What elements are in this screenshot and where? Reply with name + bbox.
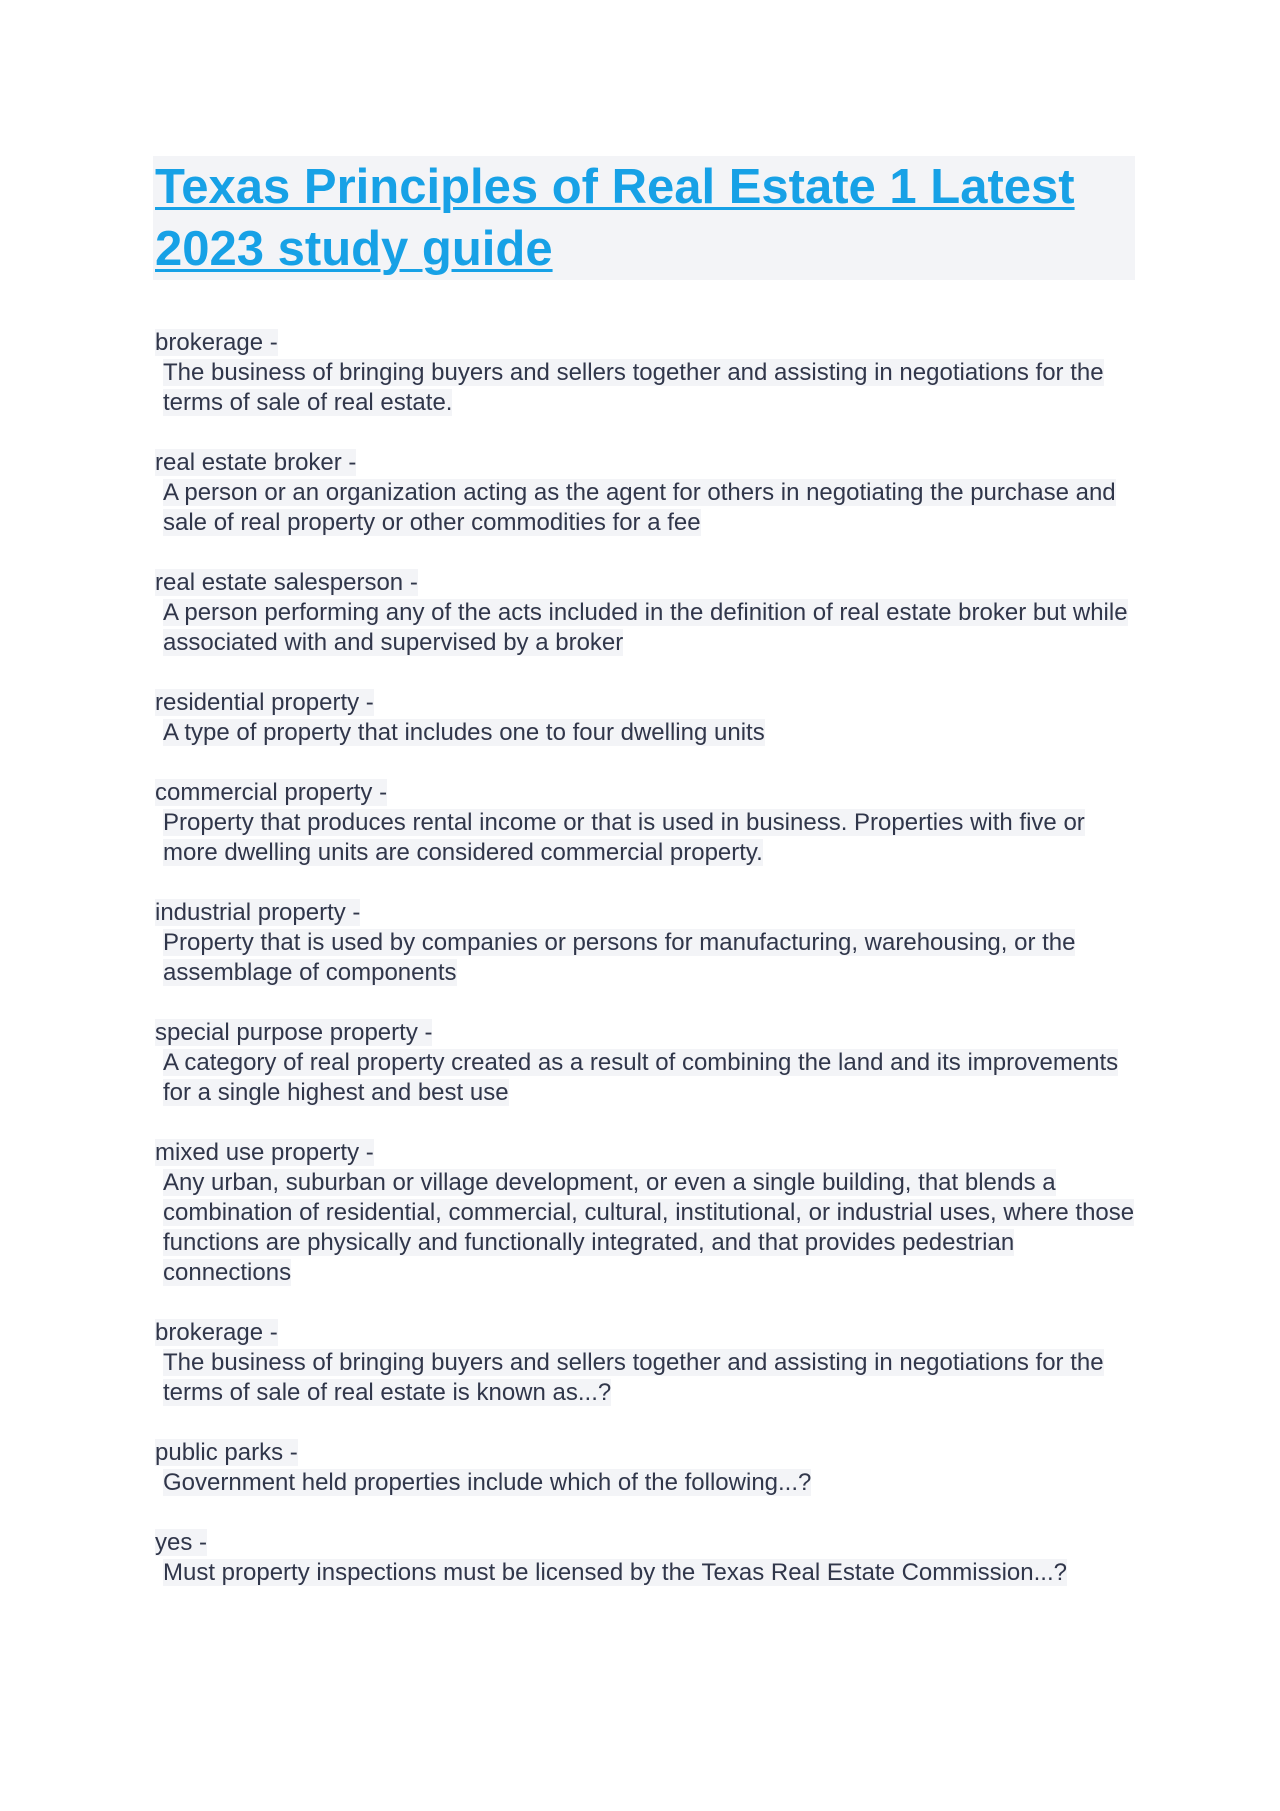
glossary-term: yes -	[155, 1529, 208, 1556]
glossary-definition: A type of property that includes one to four dwelling units	[163, 719, 765, 746]
glossary-term: commercial property -	[155, 779, 388, 806]
glossary-definition: A person or an organization acting as the agent for others in negotiating the purchase and sale of real property or other commodities for a fee	[163, 479, 1116, 536]
glossary-term: brokerage -	[155, 1319, 278, 1346]
glossary-entry	[155, 1318, 1135, 1408]
glossary-definition: Property that is used by companies or persons for manufacturing, warehousing, or the assemblage of components	[163, 929, 1076, 986]
glossary-entry	[155, 568, 1135, 658]
glossary-entry	[155, 1528, 1135, 1588]
glossary-term: real estate salesperson -	[155, 569, 418, 596]
glossary-term: brokerage -	[155, 329, 278, 356]
glossary-entry	[155, 1018, 1135, 1108]
glossary-term: residential property -	[155, 689, 374, 716]
glossary-term: real estate broker -	[155, 449, 357, 476]
title-block	[153, 156, 1135, 280]
glossary-term: mixed use property -	[155, 1139, 374, 1166]
glossary-entry	[155, 328, 1135, 418]
glossary-entry	[155, 898, 1135, 988]
glossary-definition: Must property inspections must be licensed by the Texas Real Estate Commission...?	[163, 1559, 1067, 1586]
glossary-entry	[155, 688, 1135, 748]
glossary-term: public parks -	[155, 1439, 298, 1466]
glossary-term: industrial property -	[155, 899, 361, 926]
glossary-definition: A person performing any of the acts included in the definition of real estate broker but while associated with and supervised by a broker	[163, 599, 1128, 656]
glossary-entry	[155, 1438, 1135, 1498]
glossary-definition: Property that produces rental income or that is used in business. Properties with five or more dwelling units are considered commercial property.	[163, 809, 1085, 866]
glossary-entry	[155, 448, 1135, 538]
document-page	[155, 156, 1135, 1618]
glossary-list	[155, 328, 1135, 1588]
glossary-term: special purpose property -	[155, 1019, 433, 1046]
document-title-link[interactable]: Texas Principles of Real Estate 1 Latest 2023 study guide	[155, 160, 1075, 276]
glossary-definition: Any urban, suburban or village development, or even a single building, that blends a combination of residential, commercial, cultural, institutional, or industrial uses, where those functions are physically and functionally integrated, and that provides pedestrian connections	[163, 1169, 1135, 1286]
glossary-entry	[155, 1138, 1135, 1288]
glossary-definition: Government held properties include which of the following...?	[163, 1469, 812, 1496]
glossary-definition: The business of bringing buyers and sellers together and assisting in negotiations for the terms of sale of real estate.	[163, 359, 1104, 416]
glossary-entry	[155, 778, 1135, 868]
glossary-definition: A category of real property created as a result of combining the land and its improvements for a single highest and best use	[163, 1049, 1119, 1106]
glossary-definition: The business of bringing buyers and sellers together and assisting in negotiations for the terms of sale of real estate is known as...?	[163, 1349, 1104, 1406]
